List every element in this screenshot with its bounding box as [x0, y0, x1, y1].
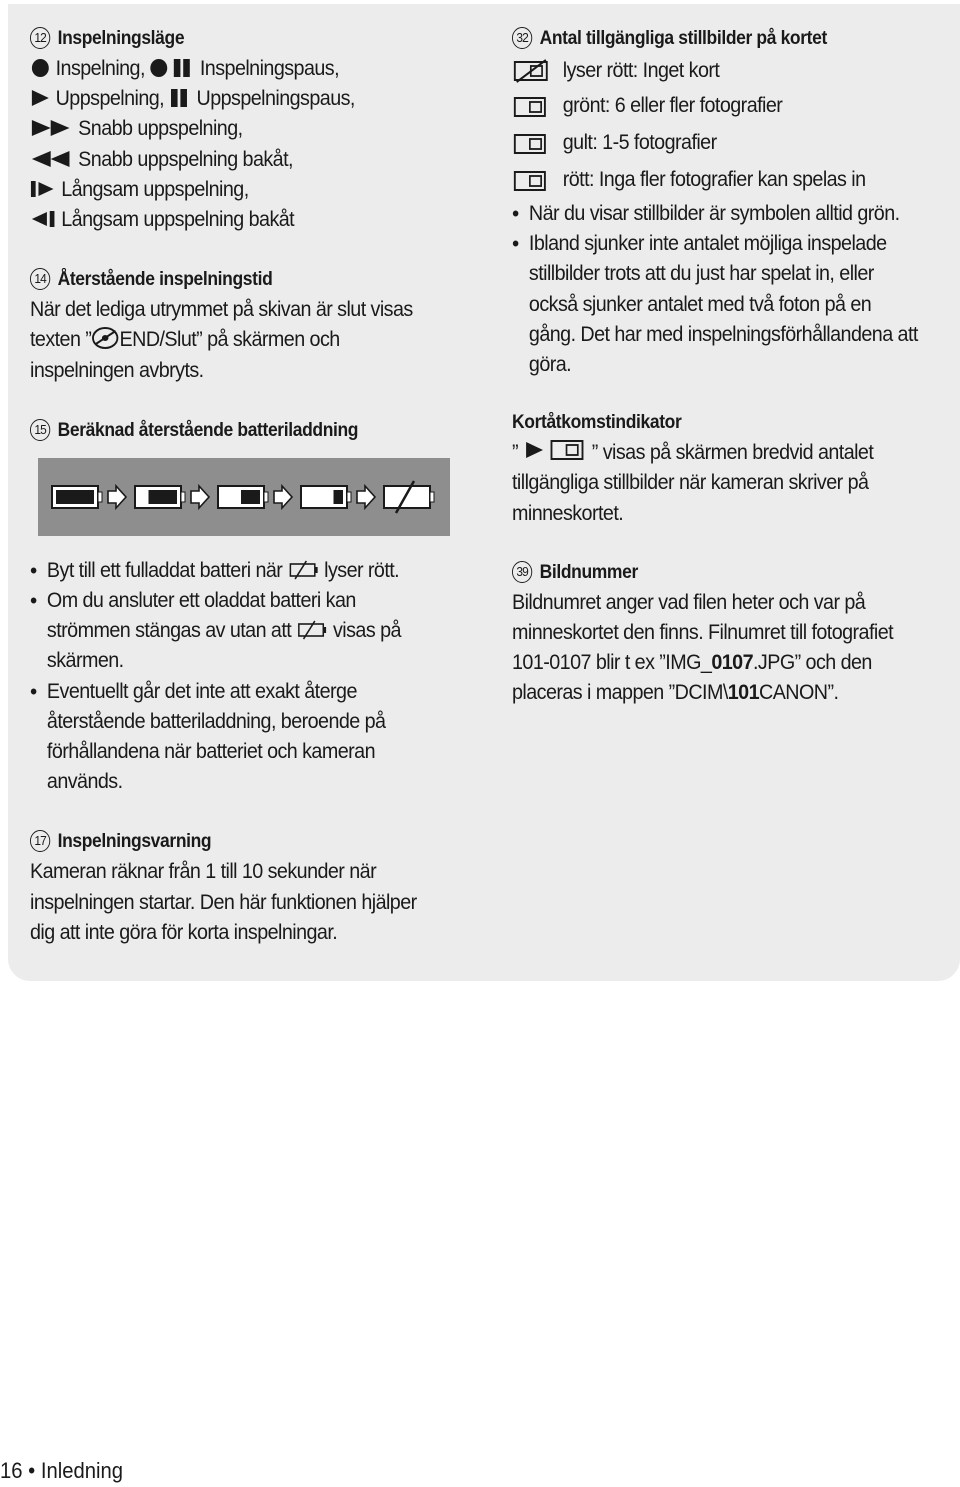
- bullet-continuation: återstående batteriladdning, beroende på: [46, 709, 386, 733]
- bullet-continuation: skärmen.: [46, 649, 124, 673]
- bullet-continuation: förhållandena när batteriet och kameran: [46, 740, 375, 764]
- mode-line: [30, 145, 434, 175]
- battery-sequence: [50, 477, 450, 517]
- rewind-icon: [30, 149, 73, 169]
- section-title: Inspelningsläge: [57, 28, 185, 49]
- section-number: 12: [30, 27, 50, 49]
- text: ”: [512, 441, 519, 465]
- slow-reverse-icon: [30, 209, 56, 229]
- mode-line: [30, 114, 434, 144]
- bullet-continuation: gång. Det har med inspelningsförhållandena att: [528, 322, 918, 346]
- mode-label: Inspelning,: [55, 57, 145, 80]
- section-number: 17: [30, 830, 50, 852]
- section-15-heading: [30, 416, 426, 446]
- status-text: gult: 1-5 fotografier: [562, 131, 717, 155]
- section-39-heading: [512, 558, 917, 588]
- section-32-heading: [512, 24, 917, 54]
- paragraph-line: [512, 678, 926, 708]
- text: Eventuellt går det inte att exakt återge: [46, 679, 357, 703]
- mode-line: [30, 84, 434, 114]
- mode-line: [30, 54, 434, 84]
- empty-battery-icon: [287, 560, 319, 580]
- mode-label: Inspelningspaus,: [199, 57, 340, 80]
- battery-icon: [301, 486, 351, 508]
- status-text: lyser rött: Inget kort: [562, 58, 720, 82]
- mode-line: [30, 175, 434, 205]
- fast-forward-icon: [30, 118, 73, 138]
- disc-icon: [91, 327, 119, 349]
- section-number: 15: [30, 419, 50, 441]
- arrow-right-icon: [274, 486, 292, 508]
- section-14-heading: [30, 265, 426, 295]
- status-text: rött: Inga fler fotografier kan spelas in: [562, 168, 866, 192]
- section-number: 39: [512, 561, 532, 583]
- paragraph-line: Kameran räknar från 1 till 10 sekunder när: [30, 860, 377, 884]
- bullet-item: • När du visar stillbilder är symbolen alltid grön.: [512, 199, 926, 229]
- mode-label: Långsam uppspelning bakåt: [61, 208, 295, 232]
- record-pause-icon: [150, 58, 195, 78]
- paragraph-line: [512, 438, 926, 468]
- pause-icon: [169, 88, 192, 108]
- battery-level-diagram: [38, 458, 450, 536]
- card-access-heading: Kortåtkomstindikator: [512, 412, 682, 434]
- paragraph-line: dig att inte göra för korta inspelningar.: [30, 920, 338, 944]
- mode-label: Snabb uppspelning,: [78, 117, 243, 141]
- section-title: Bildnummer: [539, 561, 638, 583]
- section-number: 14: [30, 268, 50, 290]
- right-column: [512, 24, 952, 709]
- section-title: Inspelningsvarning: [57, 831, 212, 853]
- bullet-continuation: används.: [46, 770, 123, 794]
- paragraph-line: När det lediga utrymmet på skivan är slut visas: [30, 298, 413, 322]
- card-status-row: [512, 162, 926, 199]
- card-icon: [512, 131, 550, 157]
- paragraph-line: inspelningen avbryts.: [30, 358, 204, 382]
- text: texten ”: [30, 328, 92, 352]
- mode-label: Långsam uppspelning,: [61, 177, 249, 201]
- text: CANON”.: [759, 681, 839, 705]
- page-footer: [0, 1458, 123, 1484]
- page-number: 16: [0, 1458, 23, 1483]
- file-number: 0107: [711, 651, 753, 675]
- paragraph-line: Bildnumret anger vad filen heter och var på: [512, 590, 866, 614]
- slow-play-icon: [30, 179, 56, 199]
- battery-icon: [218, 486, 268, 508]
- text: visas på: [333, 619, 401, 643]
- battery-icon: [52, 486, 102, 508]
- paragraph-line: inspelningen startar. Den här funktionen hjälper: [30, 890, 417, 914]
- footer-bullet: •: [28, 1458, 36, 1483]
- folder-number: 101: [727, 681, 760, 705]
- battery-icon: [135, 486, 185, 508]
- text: Byt till ett fulladdat batteri när: [46, 558, 283, 582]
- battery-icon: [384, 481, 434, 513]
- paragraph-line: [30, 325, 434, 355]
- section-17-heading: [30, 827, 426, 857]
- mode-label: Uppspelningspaus,: [196, 87, 355, 111]
- bullet-continuation: stillbilder trots att du just har spelat in, eller: [528, 262, 874, 286]
- text: .JPG” och den: [752, 651, 872, 675]
- arrow-right-icon: [357, 486, 375, 508]
- arrow-right-icon: [191, 486, 209, 508]
- record-icon: [30, 58, 51, 78]
- play-icon: [30, 88, 51, 108]
- bullet-item: [30, 677, 434, 707]
- text: ” visas på skärmen bredvid antalet: [591, 441, 874, 465]
- section-number: 32: [512, 27, 532, 49]
- bullet-item: [30, 586, 434, 616]
- text: lyser rött.: [324, 558, 400, 582]
- section-title: Beräknad återstående batteriladdning: [57, 419, 359, 441]
- bullet-continuation: göra.: [528, 353, 572, 377]
- paragraph-line: tillgängliga stillbilder när kameran skriver på: [512, 471, 869, 495]
- chapter-name: Inledning: [40, 1458, 124, 1483]
- text: END/Slut” på skärmen och: [119, 328, 340, 352]
- bullet-item: • Ibland sjunker inte antalet möjliga inspelade: [512, 229, 926, 259]
- left-column: [30, 24, 460, 948]
- paragraph-line: minneskortet den finns. Filnumret till fotografiet: [512, 621, 894, 645]
- no-card-icon: [512, 58, 550, 84]
- card-icon: [512, 168, 550, 194]
- arrow-right-icon: [108, 486, 126, 508]
- paragraph-line: [512, 648, 926, 678]
- bullet-continuation: [30, 616, 434, 646]
- card-access-play-icon: [523, 438, 587, 462]
- mode-label: Snabb uppspelning bakåt,: [78, 147, 293, 171]
- card-status-row: [512, 125, 926, 162]
- card-icon: [512, 94, 550, 120]
- empty-battery-icon: [296, 620, 328, 640]
- mode-line: [30, 205, 434, 235]
- text: placeras i mappen ”DCIM\: [512, 681, 728, 705]
- section-12-heading: [30, 24, 426, 54]
- text: 101-0107 blir t ex ”IMG_: [512, 651, 712, 675]
- text: Om du ansluter ett oladdat batteri kan: [46, 589, 356, 613]
- mode-label: Uppspelning,: [55, 87, 165, 111]
- card-status-row: [512, 54, 926, 88]
- bullet-continuation: också sjunker antalet med två foton på en: [528, 292, 872, 316]
- section-title: Antal tillgängliga stillbilder på kortet: [539, 28, 827, 49]
- status-text: grönt: 6 eller fler fotografier: [562, 94, 783, 118]
- section-title: Återstående inspelningstid: [57, 269, 273, 291]
- card-status-row: [512, 88, 926, 125]
- bullet-item: [30, 556, 434, 586]
- text: strömmen stängas av utan att: [46, 619, 292, 643]
- paragraph-line: minneskortet.: [512, 501, 624, 525]
